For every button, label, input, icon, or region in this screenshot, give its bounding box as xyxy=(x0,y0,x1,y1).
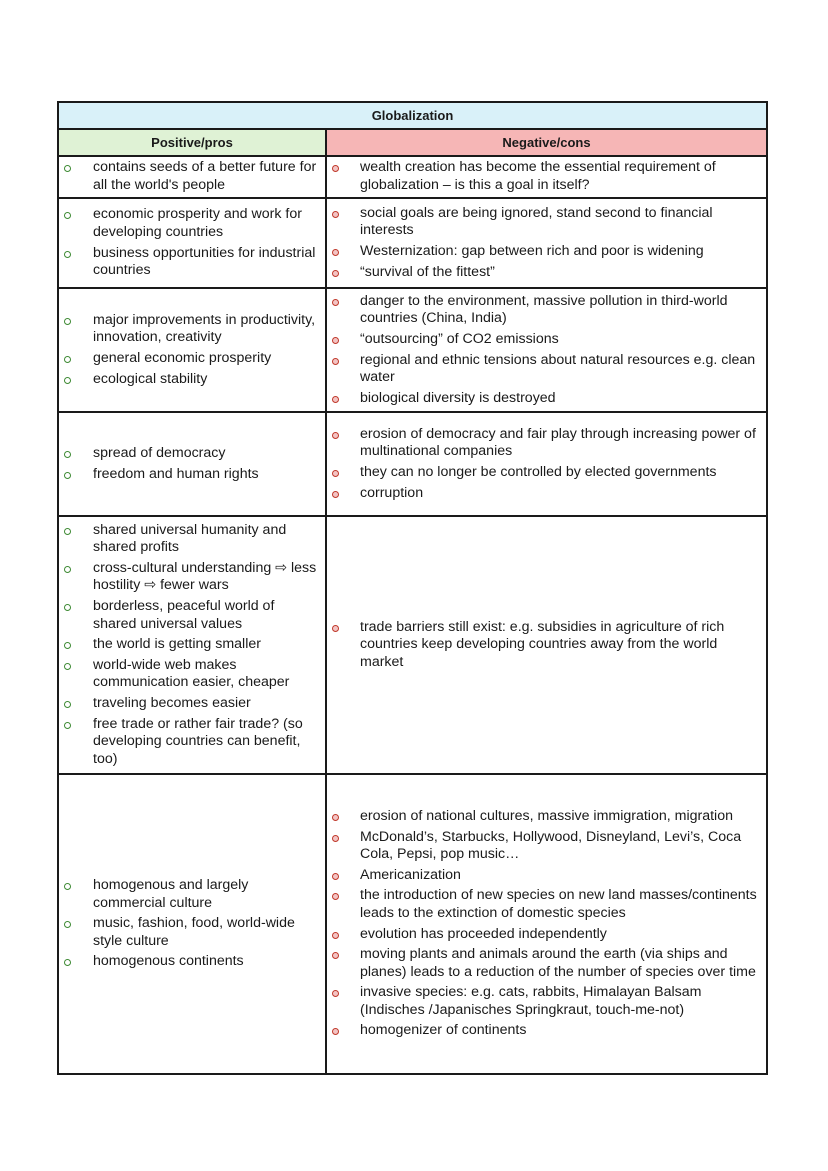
con-item xyxy=(327,390,766,408)
pros-cell xyxy=(59,413,327,515)
pro-item xyxy=(59,445,325,463)
con-text: “outsourcing” of CO2 emissions xyxy=(360,330,559,347)
con-text: Americanization xyxy=(360,866,461,883)
pro-item xyxy=(59,877,325,912)
pro-text: homogenous continents xyxy=(93,953,244,970)
pro-text: borderless, peaceful world of shared universal values xyxy=(93,598,275,632)
pro-text: economic prosperity and work for developing countries xyxy=(93,206,302,240)
con-text: biological diversity is destroyed xyxy=(360,389,556,406)
table-row xyxy=(59,775,766,1073)
bullet-circle-icon xyxy=(64,356,71,363)
con-item xyxy=(327,946,766,981)
pro-text: the world is getting smaller xyxy=(93,636,261,653)
pro-item xyxy=(59,206,325,241)
con-text: wealth creation has become the essential requirement of globalization – is this a goal in itself? xyxy=(360,159,716,193)
pros-cell xyxy=(59,157,327,197)
con-item xyxy=(327,829,766,864)
pro-text: homogenous and largely commercial culture xyxy=(93,877,249,911)
con-item xyxy=(327,205,766,240)
pro-item xyxy=(59,245,325,280)
con-text: “survival of the fittest” xyxy=(360,263,495,280)
pro-item xyxy=(59,636,325,654)
pro-text: freedom and human rights xyxy=(93,465,259,482)
pro-text: cross-cultural understanding ⇨ less hostility ⇨ fewer wars xyxy=(93,559,317,594)
pro-text: business opportunities for industrial countries xyxy=(93,244,316,279)
table-row xyxy=(59,157,766,199)
table-row xyxy=(59,199,766,289)
bullet-circle-icon xyxy=(64,921,71,928)
pro-item xyxy=(59,716,325,769)
bullet-circle-icon xyxy=(332,893,339,900)
bullet-circle-icon xyxy=(332,625,339,632)
cons-cell xyxy=(327,517,766,773)
pro-item xyxy=(59,953,325,971)
table-row xyxy=(59,413,766,517)
table-row xyxy=(59,517,766,775)
bullet-circle-icon xyxy=(332,165,339,172)
bullet-circle-icon xyxy=(332,470,339,477)
con-text: invasive species: e.g. cats, rabbits, Himalayan Balsam (Indisches /Japanisches Springkraut, touch-me-not) xyxy=(360,984,702,1018)
pros-header: Positive/pros xyxy=(59,130,327,155)
bullet-circle-icon xyxy=(332,814,339,821)
con-text: evolution has proceeded independently xyxy=(360,925,607,942)
bullet-circle-icon xyxy=(64,318,71,325)
pro-item xyxy=(59,560,325,595)
con-item xyxy=(327,485,766,503)
bullet-circle-icon xyxy=(332,1028,339,1035)
pros-cell xyxy=(59,289,327,411)
con-text: erosion of national cultures, massive immigration, migration xyxy=(360,807,733,824)
table-row xyxy=(59,289,766,413)
con-text: regional and ethnic tensions about natural resources e.g. clean water xyxy=(360,351,756,386)
con-text: corruption xyxy=(360,484,424,501)
pro-item xyxy=(59,312,325,347)
bullet-circle-icon xyxy=(64,959,71,966)
cons-header: Negative/cons xyxy=(327,130,766,155)
pro-item xyxy=(59,598,325,633)
con-item xyxy=(327,426,766,461)
con-item xyxy=(327,352,766,387)
bullet-circle-icon xyxy=(332,873,339,880)
pro-text: world-wide web makes communication easier, cheaper xyxy=(93,656,290,691)
bullet-circle-icon xyxy=(332,432,339,439)
globalization-table xyxy=(57,101,768,1075)
pros-cell xyxy=(59,775,327,1073)
bullet-circle-icon xyxy=(64,722,71,729)
con-text: erosion of democracy and fair play through increasing power of multinational companies xyxy=(360,425,756,460)
bullet-circle-icon xyxy=(64,165,71,172)
bullet-circle-icon xyxy=(64,566,71,573)
bullet-circle-icon xyxy=(64,251,71,258)
bullet-circle-icon xyxy=(64,377,71,384)
bullet-circle-icon xyxy=(332,337,339,344)
con-item xyxy=(327,159,766,194)
pro-text: traveling becomes easier xyxy=(93,694,251,711)
con-item xyxy=(327,926,766,944)
bullet-circle-icon xyxy=(332,211,339,218)
con-text: moving plants and animals around the earth (via ships and planes) leads to a reduction of the number of species over time xyxy=(360,946,756,980)
bullet-circle-icon xyxy=(64,212,71,219)
con-item xyxy=(327,264,766,282)
pro-text: contains seeds of a better future for all the world's people xyxy=(93,159,317,193)
bullet-circle-icon xyxy=(64,604,71,611)
con-item xyxy=(327,243,766,261)
pro-item xyxy=(59,466,325,484)
bullet-circle-icon xyxy=(64,701,71,708)
pros-cell xyxy=(59,517,327,773)
pro-text: music, fashion, food, world-wide style culture xyxy=(93,915,295,949)
con-text: the introduction of new species on new land masses/continents leads to the extinction of domestic species xyxy=(360,887,757,921)
con-item xyxy=(327,887,766,922)
cons-cell xyxy=(327,289,766,411)
con-item xyxy=(327,1022,766,1040)
con-item xyxy=(327,619,766,672)
con-text: Westernization: gap between rich and poor is widening xyxy=(360,243,704,259)
con-item xyxy=(327,293,766,328)
con-text: trade barriers still exist: e.g. subsidies in agriculture of rich countries keep developing countries away from the world market xyxy=(360,618,725,670)
bullet-circle-icon xyxy=(64,472,71,479)
pro-text: shared universal humanity and shared profits xyxy=(93,521,287,556)
con-item xyxy=(327,867,766,885)
con-item xyxy=(327,984,766,1019)
table-body xyxy=(59,157,766,1073)
pro-item xyxy=(59,350,325,368)
bullet-circle-icon xyxy=(332,396,339,403)
bullet-circle-icon xyxy=(332,990,339,997)
bullet-circle-icon xyxy=(332,358,339,365)
bullet-circle-icon xyxy=(332,270,339,277)
pro-item xyxy=(59,371,325,389)
bullet-circle-icon xyxy=(332,249,339,256)
bullet-circle-icon xyxy=(64,883,71,890)
con-text: social goals are being ignored, stand second to financial interests xyxy=(360,204,713,239)
pro-item xyxy=(59,695,325,713)
column-headers xyxy=(59,130,766,157)
pro-text: spread of democracy xyxy=(93,444,226,461)
con-text: McDonald’s, Starbucks, Hollywood, Disneyland, Levi’s, Coca Cola, Pepsi, pop music… xyxy=(360,828,742,863)
pro-item xyxy=(59,657,325,692)
pros-cell xyxy=(59,199,327,287)
pro-text: major improvements in productivity, innovation, creativity xyxy=(93,311,316,346)
bullet-circle-icon xyxy=(64,451,71,458)
con-text: they can no longer be controlled by elected governments xyxy=(360,464,717,480)
bullet-circle-icon xyxy=(64,663,71,670)
bullet-circle-icon xyxy=(332,835,339,842)
con-item xyxy=(327,331,766,349)
bullet-circle-icon xyxy=(64,642,71,649)
cons-cell xyxy=(327,157,766,197)
con-text: danger to the environment, massive pollution in third-world countries (China, India) xyxy=(360,292,728,327)
con-item xyxy=(327,808,766,826)
bullet-circle-icon xyxy=(332,952,339,959)
pro-text: free trade or rather fair trade? (so developing countries can benefit, too) xyxy=(93,715,303,767)
bullet-circle-icon xyxy=(332,491,339,498)
pro-item xyxy=(59,159,325,194)
bullet-circle-icon xyxy=(64,528,71,535)
bullet-circle-icon xyxy=(332,932,339,939)
pro-item xyxy=(59,915,325,950)
con-item xyxy=(327,464,766,482)
pro-item xyxy=(59,522,325,557)
pro-text: general economic prosperity xyxy=(93,350,272,366)
cons-cell xyxy=(327,199,766,287)
bullet-circle-icon xyxy=(332,299,339,306)
con-text: homogenizer of continents xyxy=(360,1022,527,1039)
pro-text: ecological stability xyxy=(93,370,208,387)
cons-cell xyxy=(327,775,766,1073)
table-title: Globalization xyxy=(59,103,766,130)
cons-cell xyxy=(327,413,766,515)
